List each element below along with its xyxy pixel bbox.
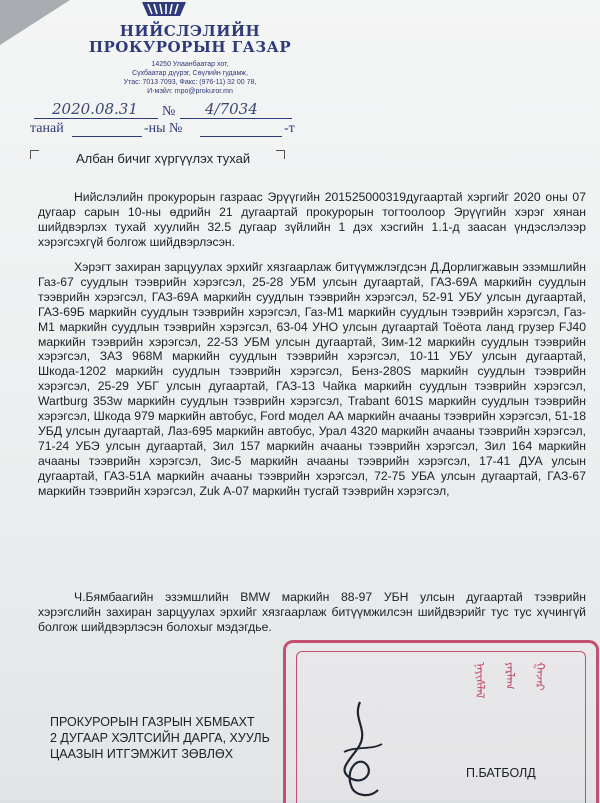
- stamp-mongolian-script: ᠨᠡᠶᠢᠰᠯᠡᠯ: [473, 662, 487, 699]
- body-paragraph: Нийслэлийн прокурорын газраас Эрүүгийн 201525000319дугаартай хэргийг 2020 оны 07 дугаар сарын 10-ны өдрийн 21 дугаартай прокурорын тогтоолоор Эрүүгийн хэрэг хянан шийдвэрлэх тухай хуулийн 32.5 дугаар зүйлийн 1 дэх хэсгийн 1.1-д заасан үндэслэлээр хэрэгсэхгүй болгож шийдвэрлэсэн.: [38, 190, 586, 249]
- reply-number-underline: [200, 136, 282, 137]
- letter-number: 4/7034: [205, 100, 258, 118]
- reply-suffix: -т: [284, 121, 295, 136]
- date-underline: [34, 118, 158, 119]
- email-line: И-мэйл: mpo@prokuror.mn: [147, 88, 233, 95]
- signer-title-line: ПРОКУРОРЫН ГАЗРЫН ХБМБАХТ: [50, 715, 255, 729]
- number-underline: [180, 118, 292, 119]
- signer-name: П.БАТБОЛД: [466, 766, 536, 780]
- reply-number-label: -ны №: [144, 121, 183, 136]
- subject-line: Албан бичиг хүргүүлэх тухай: [76, 151, 251, 166]
- body-paragraph: Хэрэгт захиран зарцуулах эрхийг хязгаарлаж битүүмжлэгдсэн Д.Дорлигжавын эзэмшлийн Газ-67 суудлын тээврийн хэрэгсэл, 25-28 УБМ улсын дугаартай, ГАЗ-69А маркийн суудлын тээврийн хэрэгсэл, ГАЗ-69А маркийн суудлын тээврийн хэрэгсэл, 52-91 УБУ улсын дугаартай, ГАЗ-69Б маркийн суудлын тээврийн хэрэгсэл, Газ-М1 маркийн суудлын тээврийн хэрэгсэл, Газ-М1 маркийн суудлын тээврийн хэрэгсэл, 63-04 УНО улсын дугаартай Тоёота ланд грузер FJ40 маркийн тээврийн хэрэгсэл, 22-53 УБМ улсын дугаартай, Зим-12 маркийн суудлын тээврийн хэрэгсэл, ЗАЗ 968М маркийн суудлын тээврийн хэрэгсэл, 10-11 УБУ улсын дугаартай, Шкода-1202 маркийн суудлын тээврийн хэрэгсэл, Бенз-280S маркийн суудлын тээврийн хэрэгсэл, 25-29 УБГ улсын дугаартай, ГАЗ-13 Чайка маркийн суудлын тээврийн хэрэгсэл, Wartburg 353w маркийн суудлын тээврийн хэрэгсэл, Trabant 601S маркийн суудлын тээврийн хэрэгсэл, Шкода 979 маркийн автобус, Ford модел АА маркийн ачааны тээврийн хэрэгсэл, 51-18 УБД улсын дугаартай, Лаз-695 маркийн автобус, Урал 4320 маркийн ачааны тээврийн хэрэгсэл, 71-24 УБЭ улсын дугаартай, Зил 157 маркийн ачааны тээврийн хэрэгсэл, Зил 164 маркийн ачааны тээврийн хэрэгсэл, Зис-5 маркийн ачааны тээврийн хэрэгсэл, 17-41 ДУА улсын дугаартай, ГАЗ-51А маркийн ачааны тээврийн хэрэгсэл, 72-75 УБА улсын дугаартай, ГАЗ-67 маркийн тээврийн хэрэгсэл, Zuk А-07 маркийн тусгай тээврийн хэрэгсэл,: [38, 260, 586, 498]
- reply-to-label: танай: [30, 121, 64, 136]
- org-name-line2: ПРОКУРОРЫН ГАЗАР: [88, 38, 292, 56]
- address-line: 14250 Улаанбаатар хот,: [151, 61, 229, 68]
- handwritten-signature: [330, 700, 390, 800]
- reply-date-underline: [72, 136, 142, 137]
- stamp-mongolian-script: ᠶᠠᠷᠯᠠᠭ: [503, 662, 517, 690]
- subject-bracket-right: [276, 150, 285, 159]
- letter-date: 2020.08.31: [52, 100, 138, 118]
- stamp-mongolian-script: ᠭᠠᠵᠠᠷ: [533, 662, 547, 691]
- number-sign: №: [162, 104, 176, 119]
- address-line: Сүхбаатар дүүрэг, Сөүлийн гудамж,: [132, 70, 248, 77]
- subject-bracket-left: [30, 150, 39, 159]
- body-paragraph: Ч.Бямбаагийн эзэмшлийн BMW маркийн 88-97 УБН улсын дугаартай тээврийн хэрэгслийн захиран зарцуулах эрхийг хязгаарлаж битүүмжилсэн шийдвэрийг тус тус хүчингүй болгож шийдвэрлэсэн болохыг мэдэгдье.: [38, 590, 586, 634]
- signer-title-line: 2 ДУГААР ХЭЛТСИЙН ДАРГА, ХУУЛЬ: [50, 731, 270, 745]
- signer-title-line: ЦААЗЫН ИТГЭМЖИТ ЗӨВЛӨХ: [50, 747, 234, 761]
- org-name-line1: НИЙСЛЭЛИЙН: [119, 22, 261, 40]
- address-line: Утас: 7013 7093, Факс: (976-11) 32 00 78,: [123, 79, 257, 86]
- emblem-icon: [140, 0, 188, 18]
